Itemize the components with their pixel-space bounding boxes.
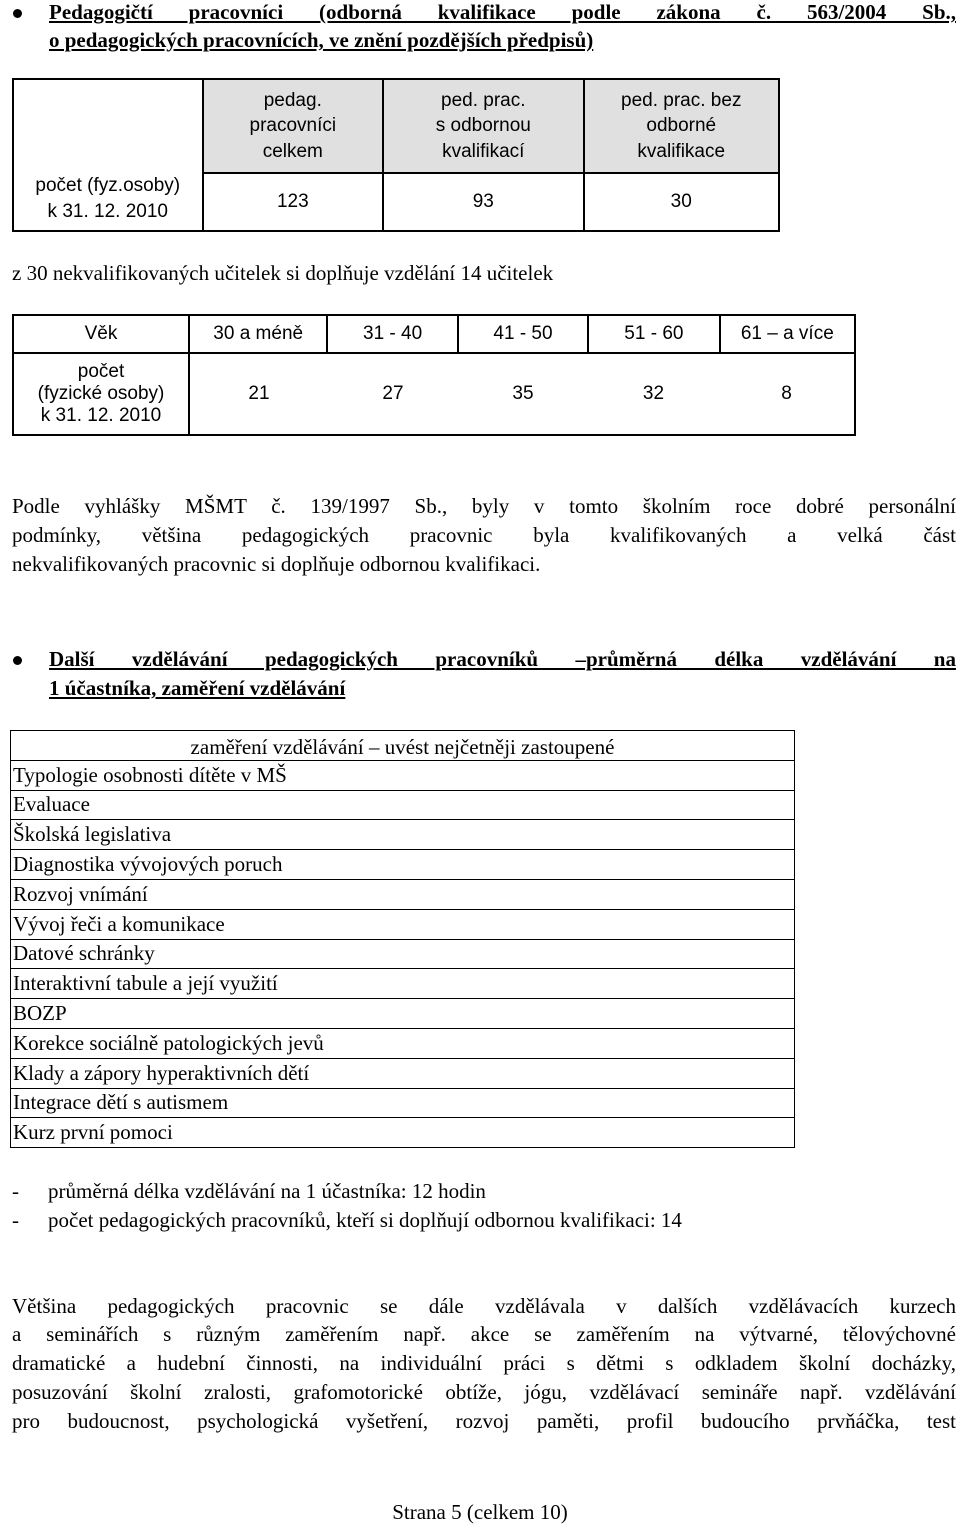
value-cell: 30 [584,173,780,231]
training-focus-item: Typologie osobnosti dítěte v MŠ [11,760,795,790]
age-distribution-table [12,314,856,436]
value-cell: 93 [383,173,583,231]
age-group-cell: 51 - 60 [588,315,719,353]
training-focus-item: Vývoj řeči a komunikace [11,909,795,939]
section-heading-1-cont: o pedagogických pracovnících, ve znění pozdějších předpisů) [49,28,594,52]
page-footer: Strana 5 (celkem 10) [392,1500,568,1524]
section-heading-2: Další vzdělávání pedagogických pracovníků –průměrná délka vzdělávání na [49,647,956,671]
age-group-cell: 31 - 40 [327,315,457,353]
paragraph-line: podmínky, většina pedagogických pracovnic byla kvalifikovaných a velká část [12,523,956,547]
age-group-cell: 61 – a více [720,315,855,353]
staff-qualification-table [12,78,780,232]
training-focus-item: Kurz první pomoci [11,1118,795,1148]
dash-icon: - [12,1179,19,1203]
training-focus-header: zaměření vzdělávání – uvést nejčetněji zastoupené [11,731,795,761]
training-focus-item: Evaluace [11,790,795,820]
age-value: 35 [512,382,534,404]
age-value: 32 [642,382,665,404]
training-focus-item: Školská legislativa [11,820,795,850]
paragraph-line: nekvalifikovaných pracovnic si doplňuje odbornou kvalifikaci. [12,552,541,576]
dash-list-item: - průměrná délka vzdělávání na 1 účastníka: 12 hodin [12,1179,486,1203]
age-row-label: počet (fyzické osoby) k 31. 12. 2010 [13,353,189,435]
age-group-cell: 30 a méně [189,315,327,353]
age-value: 8 [781,382,792,404]
training-focus-item: Datové schránky [11,939,795,969]
bullet-icon [13,656,22,665]
note-text: z 30 nekvalifikovaných učitelek si doplňuje vzdělání 14 učitelek [12,261,554,285]
paragraph-line: Většina pedagogických pracovnic se dále vzdělávala v dalších vzdělávacích kurzech [12,1294,956,1318]
header-cell: ped. prac. s odbornou kvalifikací [383,79,583,173]
value-cell: 123 [203,173,384,231]
training-focus-item: Klady a zápory hyperaktivních dětí [11,1058,795,1088]
training-focus-item: Korekce sociálně patologických jevů [11,1028,795,1058]
section-heading-1: Pedagogičtí pracovníci (odborná kvalifikace podle zákona č. 563/2004 Sb., [49,0,956,24]
age-header-label: Věk [13,315,189,353]
dash-icon: - [12,1208,19,1232]
age-values-cell [189,353,855,435]
dash-list-item: - počet pedagogických pracovníků, kteří si doplňují odbornou kvalifikaci: 14 [12,1208,682,1232]
age-value: 21 [248,382,270,404]
paragraph-line: Podle vyhlášky MŠMT č. 139/1997 Sb., byly v tomto školním roce dobré personální [12,494,956,518]
header-cell: pedag. pracovníci celkem [203,79,384,173]
age-value: 27 [382,382,404,404]
training-focus-item: Integrace dětí s autismem [11,1088,795,1118]
paragraph-line: pro budoucnost, psychologická vyšetření, rozvoj paměti, profil budoucího prvňáčka, test [12,1409,956,1433]
paragraph-line: dramatické a hudební činnosti, na individuální práci s dětmi s odkladem školní docházky, [12,1351,956,1375]
bullet-icon [13,9,22,18]
paragraph-line: a seminářích s různým zaměřením např. akce se zaměřením na výtvarné, tělovýchovné [12,1322,956,1346]
section-heading-2-cont: 1 účastníka, zaměření vzdělávání [49,676,346,700]
header-cell: ped. prac. bez odborné kvalifikace [584,79,780,173]
training-focus-item: Rozvoj vnímání [11,879,795,909]
row-label-cell: počet (fyz.osoby) k 31. 12. 2010 [13,79,203,231]
training-focus-item: Diagnostika vývojových poruch [11,850,795,880]
age-group-cell: 41 - 50 [458,315,588,353]
training-focus-item: BOZP [11,999,795,1029]
training-focus-item: Interaktivní tabule a její využití [11,969,795,999]
paragraph-line: posuzování školní zralosti, grafomotorické obtíže, jógu, vzdělávací semináře např. vzdělávání [12,1380,956,1404]
training-focus-table [10,730,795,1148]
